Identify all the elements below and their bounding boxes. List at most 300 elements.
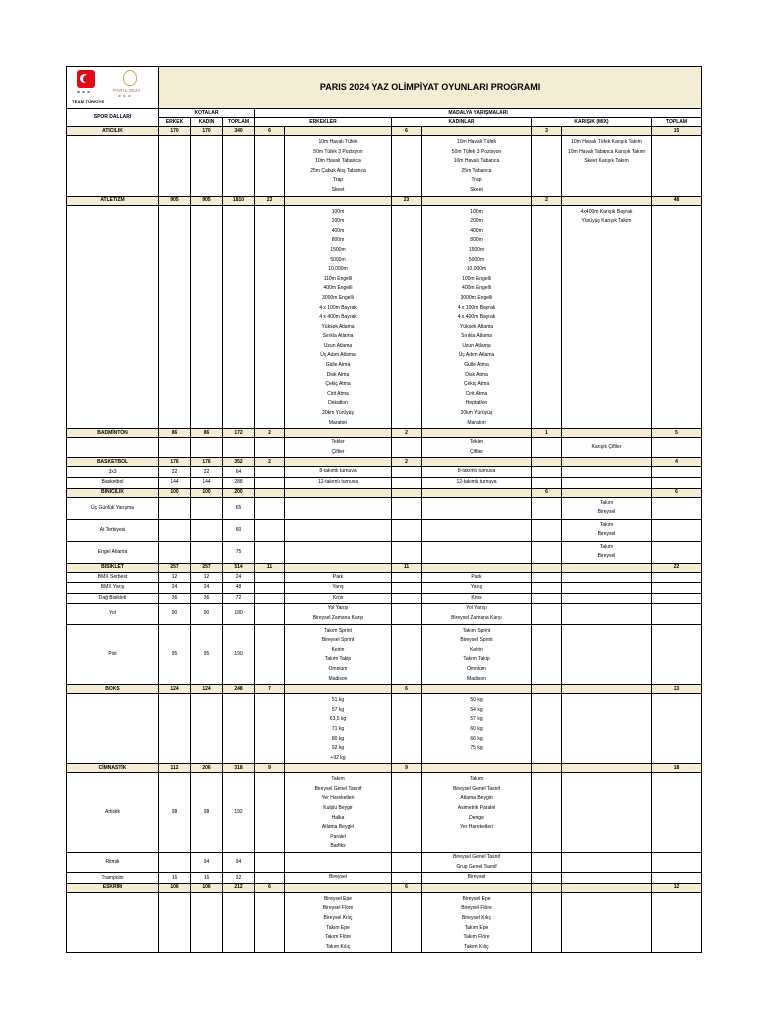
men-event: Gülle Atma: [325, 362, 351, 369]
total-spacer: [652, 583, 702, 594]
women-events-spacer: [422, 563, 532, 572]
men-event: 71 kg: [331, 725, 345, 732]
women-count-spacer: [392, 438, 422, 458]
women-event-count: 11: [392, 563, 422, 572]
women-quota: [191, 205, 223, 429]
women-event-count: 6: [392, 685, 422, 694]
paris-2024-logo-icon: [123, 70, 137, 86]
discipline-name: [67, 694, 159, 764]
men-events-spacer: [285, 563, 392, 572]
total-spacer: [652, 873, 702, 884]
women-events-spacer: [422, 458, 532, 467]
men-quota: 16: [159, 873, 191, 884]
men-quota: 86: [159, 429, 191, 438]
mixed-event-list: [562, 438, 652, 458]
women-event: 50 kg: [470, 697, 483, 704]
women-quota: [191, 541, 223, 563]
men-event: Takım Sprint: [324, 627, 352, 634]
men-event: 4 x 100m Bayrak: [319, 304, 357, 311]
men-event: Yer Hareketleri: [321, 795, 355, 802]
mixed-event: Bireysel: [597, 509, 616, 516]
men-count-spacer: [255, 136, 285, 197]
men-quota: 170: [159, 127, 191, 136]
men-event: 20km Yürüyüş: [322, 410, 354, 417]
women-event: Sırıkla Atlama: [461, 333, 492, 340]
women-events-spacer: [422, 488, 532, 497]
total-quota: [223, 136, 255, 197]
women-event: Bireysel Genel Tasnif: [453, 785, 500, 792]
women-event: Keirin: [470, 646, 483, 653]
women-event: 5000m: [468, 256, 485, 263]
women-event: Bireysel Zamana Karşı: [451, 614, 502, 621]
women-event-list: [422, 205, 532, 429]
men-quota: 98: [159, 773, 191, 853]
mixed-event: Bireysel: [597, 553, 616, 560]
men-count-spacer: [255, 583, 285, 594]
men-event: Skeet: [331, 186, 345, 193]
event-total: 22: [652, 563, 702, 572]
mixed-event-list: [562, 892, 652, 953]
women-event: Denge: [469, 814, 484, 821]
men-event-list: [285, 604, 392, 624]
men-event: Bireysel Zamana Karşı: [312, 614, 364, 621]
team-turkey-logo-icon: [77, 70, 95, 88]
discipline-name: BMX Yarış: [67, 583, 159, 594]
discipline-name: Dağ Bisikleti: [67, 593, 159, 604]
women-quota: 94: [191, 853, 223, 873]
men-event-count: 6: [255, 883, 285, 892]
men-quota: [159, 519, 191, 541]
women-event: 50m Tüfek 3 Pozisyon: [451, 148, 502, 155]
women-count-spacer: [392, 873, 422, 884]
women-event: Madison: [467, 675, 486, 682]
women-event: Bireysel Flöre: [461, 905, 492, 912]
mixed-event-list: [562, 572, 652, 583]
header-men-events: ERKEKLER: [255, 118, 392, 127]
event-total: 4: [652, 458, 702, 467]
women-event: 25m Tabanca: [461, 167, 492, 174]
mixed-count-spacer: [532, 593, 562, 604]
event-row: [67, 541, 702, 563]
women-event: Uzun Atlama: [462, 342, 491, 349]
women-event: Trap: [471, 177, 482, 184]
women-event: Takım Kılıç: [464, 943, 489, 950]
women-count-spacer: [392, 583, 422, 594]
women-count-spacer: [392, 853, 422, 873]
men-event-list: [285, 136, 392, 197]
women-quota: 257: [191, 563, 223, 572]
total-quota: 248: [223, 685, 255, 694]
event-row: [67, 892, 702, 953]
sport-row: [67, 764, 702, 773]
women-event: 10,000m: [466, 266, 487, 273]
women-event-list: [422, 593, 532, 604]
total-quota: 352: [223, 458, 255, 467]
men-event: 12-takımlı turnuva: [317, 479, 359, 485]
men-count-spacer: [255, 572, 285, 583]
paris-olympic-rings-icon: ⚬⚬⚬: [117, 94, 133, 100]
mixed-event-count: 3: [532, 127, 562, 136]
women-quota: 206: [191, 764, 223, 773]
men-events-spacer: [285, 429, 392, 438]
women-events-spacer: [422, 127, 532, 136]
men-event: Barfiks: [330, 843, 346, 850]
women-event-list: [422, 773, 532, 853]
event-row: [67, 136, 702, 197]
discipline-name: [67, 892, 159, 953]
mixed-count-spacer: [532, 694, 562, 764]
women-event-count: 6: [392, 883, 422, 892]
women-event: Bireysel Kılıç: [462, 915, 491, 921]
sport-row: [67, 196, 702, 205]
mixed-count-spacer: [532, 572, 562, 583]
women-quota: 95: [191, 624, 223, 685]
event-row: [67, 593, 702, 604]
women-quota: 36: [191, 593, 223, 604]
olympic-rings-icon: ⚬⚬⚬: [76, 90, 92, 96]
men-event-list: [285, 497, 392, 519]
total-spacer: [652, 519, 702, 541]
total-quota: 288: [223, 478, 255, 489]
total-spacer: [652, 853, 702, 873]
men-count-spacer: [255, 773, 285, 853]
women-event: Takım: [469, 776, 484, 783]
men-event-list: [285, 541, 392, 563]
mixed-event-count: 1: [532, 429, 562, 438]
event-total: 6: [652, 488, 702, 497]
men-event: 5000m: [330, 256, 346, 263]
men-count-spacer: [255, 604, 285, 624]
mixed-event-count: [532, 563, 562, 572]
mixed-event-list: [562, 467, 652, 478]
men-count-spacer: [255, 541, 285, 563]
men-events-spacer: [285, 488, 392, 497]
mixed-events-spacer: [562, 563, 652, 572]
discipline-name: [67, 205, 159, 429]
sport-name: BİSİKLET: [67, 563, 159, 572]
women-event: 8-takımlı turnuva: [457, 468, 496, 475]
women-event: Gülle Atma: [464, 362, 489, 369]
men-event-list: [285, 438, 392, 458]
logo-cell: [67, 67, 159, 109]
sport-row: [67, 883, 702, 892]
mixed-event: Takım: [599, 543, 614, 550]
mixed-event-list: [562, 205, 652, 429]
women-event: Bireysel Sprint: [460, 637, 493, 644]
men-event: Atlama Beygiri: [321, 824, 355, 831]
total-quota: 190: [223, 624, 255, 685]
discipline-name: Yol: [67, 604, 159, 624]
total-spacer: [652, 604, 702, 624]
total-quota: 24: [223, 572, 255, 583]
total-quota: [223, 694, 255, 764]
mixed-count-spacer: [532, 583, 562, 594]
women-quota: 100: [191, 488, 223, 497]
women-count-spacer: [392, 541, 422, 563]
mixed-count-spacer: [532, 853, 562, 873]
women-count-spacer: [392, 604, 422, 624]
sport-name: BADMİNTON: [67, 429, 159, 438]
event-total: 15: [652, 127, 702, 136]
women-event-list: [422, 541, 532, 563]
header-total: TOPLAM: [223, 118, 255, 127]
men-quota: 112: [159, 764, 191, 773]
total-quota: 32: [223, 873, 255, 884]
event-row: [67, 467, 702, 478]
women-event: Maraton: [467, 419, 486, 426]
men-event: Yarış: [332, 584, 344, 591]
program-table: [66, 66, 702, 953]
mixed-count-spacer: [532, 467, 562, 478]
women-event: 100m Engelli: [462, 275, 491, 282]
men-event: 3000m Engelli: [322, 294, 354, 301]
total-spacer: [652, 773, 702, 853]
women-event-list: [422, 136, 532, 197]
sport-row: [67, 127, 702, 136]
women-event: Çiftler: [469, 448, 484, 455]
men-event: 63,5 kg: [329, 716, 347, 723]
sport-name: BOKS: [67, 685, 159, 694]
total-quota: [223, 438, 255, 458]
paris-2024-wordmark: PARIS 2024: [113, 88, 141, 93]
women-quota: 12: [191, 572, 223, 583]
mixed-events-spacer: [562, 196, 652, 205]
mixed-count-spacer: [532, 541, 562, 563]
men-quota: 100: [159, 488, 191, 497]
men-event: 4 x 400m Bayrak: [319, 314, 357, 321]
women-quota: 24: [191, 583, 223, 594]
women-events-spacer: [422, 764, 532, 773]
event-row: [67, 773, 702, 853]
header-women-events: KADINLAR: [392, 118, 532, 127]
women-event-list: [422, 604, 532, 624]
men-count-spacer: [255, 694, 285, 764]
sport-name: BASKETBOL: [67, 458, 159, 467]
men-event: Yol Yarışı: [327, 605, 349, 612]
mixed-event-list: [562, 583, 652, 594]
men-events-spacer: [285, 458, 392, 467]
mixed-events-spacer: [562, 488, 652, 497]
mixed-event-list: [562, 478, 652, 489]
women-event-list: [422, 873, 532, 884]
men-event: 10m Havalı Tabanca: [315, 158, 361, 165]
women-event: 4 x 400m Bayrak: [457, 314, 496, 321]
men-quota: [159, 892, 191, 953]
men-event: 8-takımlı turnuva: [319, 468, 357, 475]
women-event: 1500m: [468, 246, 485, 253]
women-event: Takım Flöre: [463, 934, 490, 941]
total-quota: 60: [223, 519, 255, 541]
women-event: 4 x 100m Bayrak: [457, 304, 496, 311]
event-total: 12: [652, 883, 702, 892]
women-count-spacer: [392, 478, 422, 489]
total-spacer: [652, 541, 702, 563]
event-row: [67, 205, 702, 429]
women-quota: 32: [191, 467, 223, 478]
mixed-count-spacer: [532, 205, 562, 429]
women-event: Park: [471, 573, 482, 580]
men-event: Bireysel Kılıç: [323, 915, 353, 921]
women-event: 3000m Engelli: [460, 294, 493, 301]
total-spacer: [652, 497, 702, 519]
sport-row: [67, 488, 702, 497]
men-event: Sırıkla Atlama: [322, 333, 354, 340]
women-events-spacer: [422, 883, 532, 892]
total-quota: 212: [223, 883, 255, 892]
women-event-count: 9: [392, 764, 422, 773]
mixed-event: Takım: [599, 499, 614, 506]
women-event-list: [422, 583, 532, 594]
women-event: Yer Hareketleri: [460, 824, 493, 831]
total-quota: 192: [223, 773, 255, 853]
women-event: Yüksek Atlama: [459, 323, 494, 330]
women-event: Asimetrik Paralel: [457, 805, 496, 812]
women-event: 20km Yürüyüş: [460, 410, 493, 417]
women-quota: 16: [191, 873, 223, 884]
men-count-spacer: [255, 624, 285, 685]
women-quota: [191, 519, 223, 541]
men-event-list: [285, 519, 392, 541]
mixed-event: Bireysel: [597, 531, 616, 538]
mixed-events-spacer: [562, 429, 652, 438]
men-count-spacer: [255, 892, 285, 953]
men-quota: 144: [159, 478, 191, 489]
women-event: 400m Engelli: [462, 285, 491, 292]
women-count-spacer: [392, 593, 422, 604]
discipline-name: [67, 136, 159, 197]
men-event: Bireysel Epe: [323, 895, 353, 902]
women-quota: [191, 136, 223, 197]
women-event: Yarış: [470, 584, 483, 591]
men-event: Trap: [332, 177, 344, 184]
men-event: 80 kg: [331, 735, 345, 742]
women-event: Disk Atma: [465, 371, 488, 378]
women-event: Grup Genel Tasnif: [456, 863, 497, 870]
mixed-count-spacer: [532, 773, 562, 853]
women-quota: 90: [191, 604, 223, 624]
women-events-spacer: [422, 196, 532, 205]
mixed-event: Takım: [599, 521, 614, 528]
women-event: Skeet: [470, 186, 483, 193]
total-spacer: [652, 205, 702, 429]
event-row: [67, 624, 702, 685]
event-row: [67, 604, 702, 624]
discipline-name: Üç Günlük Yarışma: [67, 497, 159, 519]
header-medal-events: MADALYA YARIŞMALARI: [255, 109, 702, 118]
women-quota: 86: [191, 429, 223, 438]
mixed-event: Yürüyüş Karışık Takım: [581, 218, 632, 225]
men-event-count: 6: [255, 127, 285, 136]
men-quota: 32: [159, 467, 191, 478]
event-row: [67, 583, 702, 594]
men-event: Çiftler: [331, 448, 345, 455]
men-events-spacer: [285, 685, 392, 694]
women-event-count: 23: [392, 196, 422, 205]
total-spacer: [652, 624, 702, 685]
women-event-count: 2: [392, 458, 422, 467]
women-event-list: [422, 519, 532, 541]
women-event-list: [422, 572, 532, 583]
men-event: 110m Engelli: [323, 275, 353, 282]
men-event-count: 9: [255, 764, 285, 773]
men-event-list: [285, 773, 392, 853]
total-quota: 318: [223, 764, 255, 773]
men-event: Keirin: [331, 646, 345, 653]
men-event-list: [285, 467, 392, 478]
men-event: Maraton: [328, 419, 348, 426]
women-event: 10m Havalı Tabanca: [453, 158, 500, 165]
women-event: Omnium: [467, 665, 486, 672]
event-total: 13: [652, 685, 702, 694]
women-event: Bireysel Genel Tasnif: [453, 854, 500, 861]
women-quota: 106: [191, 883, 223, 892]
men-quota: 24: [159, 583, 191, 594]
women-quota: [191, 694, 223, 764]
total-spacer: [652, 438, 702, 458]
women-event: 57 kg: [470, 716, 483, 723]
men-event-list: [285, 853, 392, 873]
men-quota: 106: [159, 883, 191, 892]
women-event: 54 kg: [470, 706, 483, 713]
women-quota: [191, 438, 223, 458]
team-turkey-wordmark: TEAM TÜRKİYE: [72, 99, 105, 104]
mixed-count-spacer: [532, 519, 562, 541]
mixed-event-list: [562, 624, 652, 685]
men-events-spacer: [285, 196, 392, 205]
header-quotas: KOTALAR: [159, 109, 255, 118]
men-event: Takım Takip: [324, 656, 352, 663]
women-event-list: [422, 624, 532, 685]
men-count-spacer: [255, 497, 285, 519]
men-event: Uzun Atlama: [323, 342, 353, 349]
men-event: 1500m: [330, 246, 346, 253]
mixed-event-list: [562, 604, 652, 624]
men-event: Halka: [331, 814, 345, 821]
mixed-event-list: [562, 853, 652, 873]
women-event: 75 kg: [470, 745, 483, 752]
women-event: 800m: [470, 237, 483, 244]
women-event: 10m Havalı Tüfek: [456, 139, 497, 145]
total-spacer: [652, 572, 702, 583]
women-event-list: [422, 497, 532, 519]
sport-name: BİNİCİLİK: [67, 488, 159, 497]
men-event-count: 23: [255, 196, 285, 205]
men-event: 400m Engelli: [323, 285, 353, 292]
men-events-spacer: [285, 883, 392, 892]
women-count-spacer: [392, 497, 422, 519]
sport-row: [67, 429, 702, 438]
sport-name: ATLETİZM: [67, 196, 159, 205]
men-quota: 124: [159, 685, 191, 694]
header-women: KADIN: [191, 118, 223, 127]
mixed-event-list: [562, 497, 652, 519]
women-event-list: [422, 438, 532, 458]
event-total: 5: [652, 429, 702, 438]
total-quota: 200: [223, 488, 255, 497]
women-count-spacer: [392, 572, 422, 583]
mixed-count-spacer: [532, 438, 562, 458]
total-spacer: [652, 694, 702, 764]
men-event: Tekler: [331, 439, 345, 446]
total-spacer: [652, 136, 702, 197]
men-count-spacer: [255, 438, 285, 458]
men-quota: 95: [159, 624, 191, 685]
men-quota: 36: [159, 593, 191, 604]
header-men: ERKEK: [159, 118, 191, 127]
women-quota: [191, 892, 223, 953]
women-quota: 170: [191, 127, 223, 136]
men-event: Madison: [328, 675, 348, 682]
